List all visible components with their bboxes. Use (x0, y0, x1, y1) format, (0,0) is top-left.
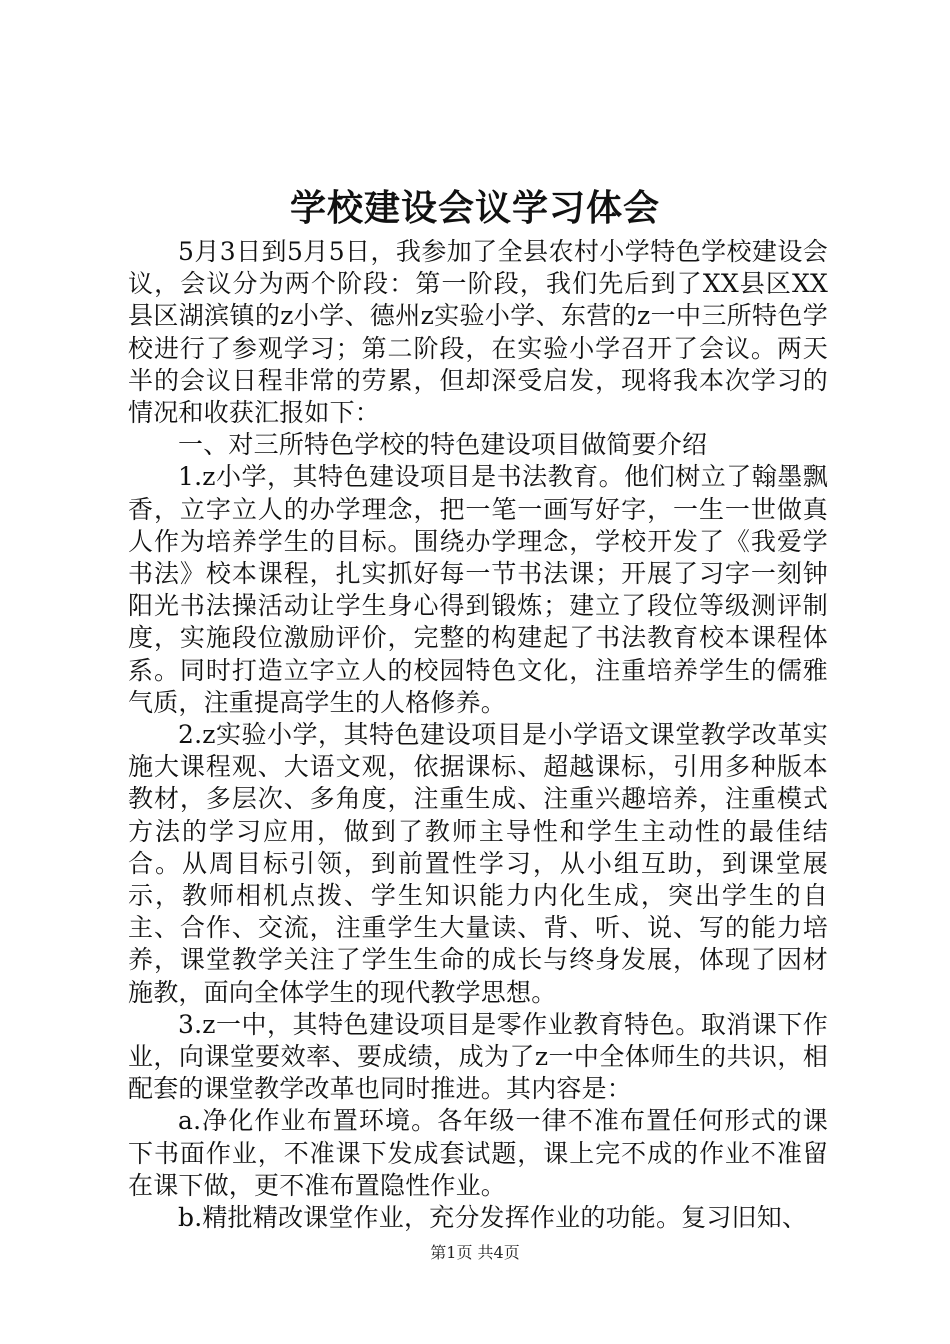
paragraph-item-a: a.净化作业布置环境。各年级一律不准布置任何形式的课下书面作业，不准课下发成套试题，课上完不成的作业不准留在课下做，更不准布置隐性作业。 (128, 1106, 828, 1200)
paragraph-intro: 5月3日到5月5日，我参加了全县农村小学特色学校建设会议，会议分为两个阶段：第一阶段，我们先后到了XX县区XX县区湖滨镇的z小学、德州z实验小学、东营的z一中三所特色学校进行了参观学习；第二阶段，在实验小学召开了会议。两天半的会议日程非常的劳累，但却深受启发，现将我本次学习的情况和收获汇报如下： (128, 237, 828, 428)
section-heading: 一、对三所特色学校的特色建设项目做简要介绍 (178, 430, 708, 460)
document-body (128, 236, 828, 1234)
page-number-footer: 第1页 共4页 (430, 1243, 520, 1262)
paragraph-item-b: b.精批精改课堂作业，充分发挥作业的功能。复习旧知、 (178, 1203, 808, 1233)
paragraph-school-1: 1.z小学，其特色建设项目是书法教育。他们树立了翰墨飘香，立字立人的办学理念，把一笔一画写好字，一生一世做真人作为培养学生的目标。围绕办学理念，学校开发了《我爱学书法》校本课程，扎实抓好每一节书法课；开展了习字一刻钟阳光书法操活动让学生身心得到锻炼；建立了段位等级测评制度，实施段位激励评价，完整的构建起了书法教育校本课程体系。同时打造立字立人的校园特色文化，注重培养学生的儒雅气质，注重提高学生的人格修养。 (128, 462, 828, 717)
paragraph-school-2: 2.z实验小学，其特色建设项目是小学语文课堂教学改革实施大课程观、大语文观，依据课标、超越课标，引用多种版本教材，多层次、多角度，注重生成、注重兴趣培养，注重模式方法的学习应用，做到了教师主导性和学生主动性的最佳结合。从周目标引领，到前置性学习，从小组互助，到课堂展示，教师相机点拨、学生知识能力内化生成，突出学生的自主、合作、交流，注重学生大量读、背、听、说、写的能力培养，课堂教学关注了学生生命的成长与终身发展，体现了因材施教，面向全体学生的现代教学思想。 (128, 720, 828, 1007)
paragraph-school-3: 3.z一中，其特色建设项目是零作业教育特色。取消课下作业，向课堂要效率、要成绩，成为了z一中全体师生的共识，相配套的课堂教学改革也同时推进。其内容是： (128, 1009, 828, 1104)
document-title: 学校建设会议学习体会 (289, 187, 660, 229)
